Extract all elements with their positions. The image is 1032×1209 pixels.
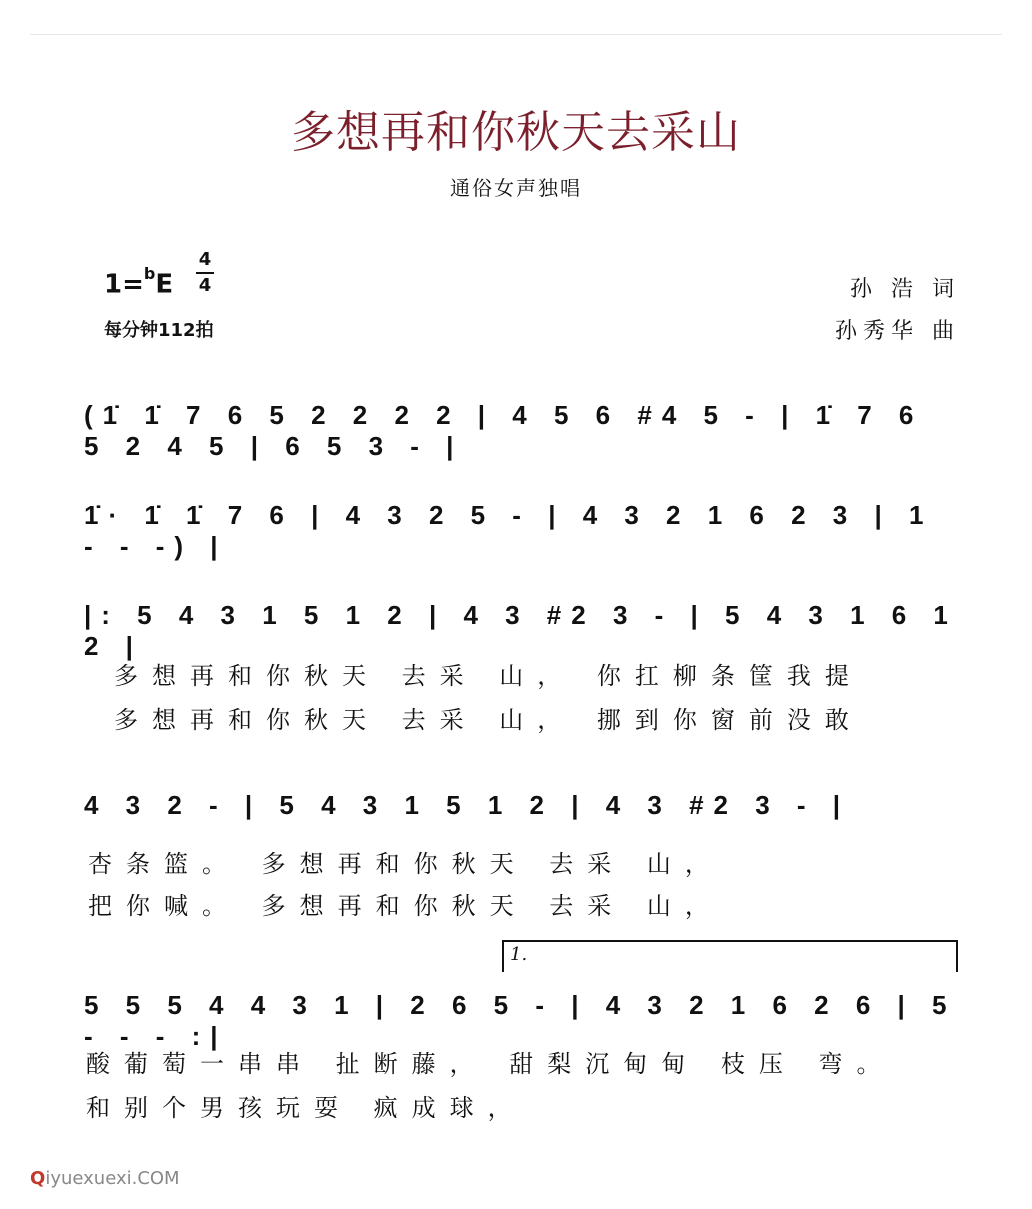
score-row-1 (84, 400, 964, 461)
key-signature (104, 264, 174, 300)
notation-text: (1̇ 1̇ 7 6 5 2 2 2 2 | 4 5 6 #4 5 - | 1̇ 7 6 5 2 4 5 | 6 5 3 - | (84, 400, 924, 461)
first-ending-bracket (502, 940, 958, 972)
score-row-3 (84, 600, 964, 740)
notation-text: 1̇· 1̇ 1̇ 7 6 | 4 3 2 5 - | 4 3 2 1 6 2 3 | 1 - - -) | (84, 500, 934, 561)
watermark-text: iyuexuexi.COM (45, 1168, 180, 1189)
lyric-verse-1: 杏条篮。 多想再和你秋天 去采 山， (88, 850, 723, 878)
time-bottom: 4 (198, 275, 212, 296)
lyric-verse-2: 多想再和你秋天 去采 山， 挪到你窗前没敢 (114, 706, 863, 734)
flat-sign: b (143, 264, 156, 283)
key-label: 1= (104, 269, 144, 300)
lyric-verse-2: 把你喊。 多想再和你秋天 去采 山， (88, 892, 723, 920)
score-row-4 (84, 790, 964, 930)
score-row-5 (84, 990, 964, 1130)
song-title: 多想再和你秋天去采山 (291, 107, 741, 158)
score-row-2 (84, 500, 964, 561)
time-signature (196, 250, 214, 296)
watermark-q: Q (30, 1168, 46, 1189)
time-top: 4 (198, 249, 212, 270)
key-note: E (155, 269, 174, 300)
tempo-marking: 每分钟112拍 (104, 320, 214, 341)
lyric-verse-1: 酸葡萄一串串 扯断藤， 甜梨沉甸甸 枝压 弯。 (86, 1050, 895, 1078)
notation-text: 5 5 5 4 4 3 1 | 2 6 5 - | 4 3 2 1 6 2 6 | 5 - - - :| (84, 990, 957, 1051)
composer-credit: 孙秀华 曲 (835, 319, 960, 344)
top-rule (30, 34, 1002, 35)
notation-text: 4 3 2 - | 5 4 3 1 5 1 2 | 4 3 #2 3 - | (84, 790, 851, 820)
site-watermark (30, 1168, 180, 1189)
lyric-verse-1: 多想再和你秋天 去采 山， 你扛柳条筐我提 (114, 662, 863, 690)
lyric-verse-2: 和别个男孩玩耍 疯成球， (86, 1094, 526, 1122)
volta-label: 1. (510, 944, 528, 965)
notation-text: |: 5 4 3 1 5 1 2 | 4 3 #2 3 - | 5 4 3 1 6 1 2 | (84, 600, 958, 661)
song-subtitle: 通俗女声独唱 (450, 176, 582, 200)
lyricist-credit: 孙 浩 词 (850, 277, 960, 302)
